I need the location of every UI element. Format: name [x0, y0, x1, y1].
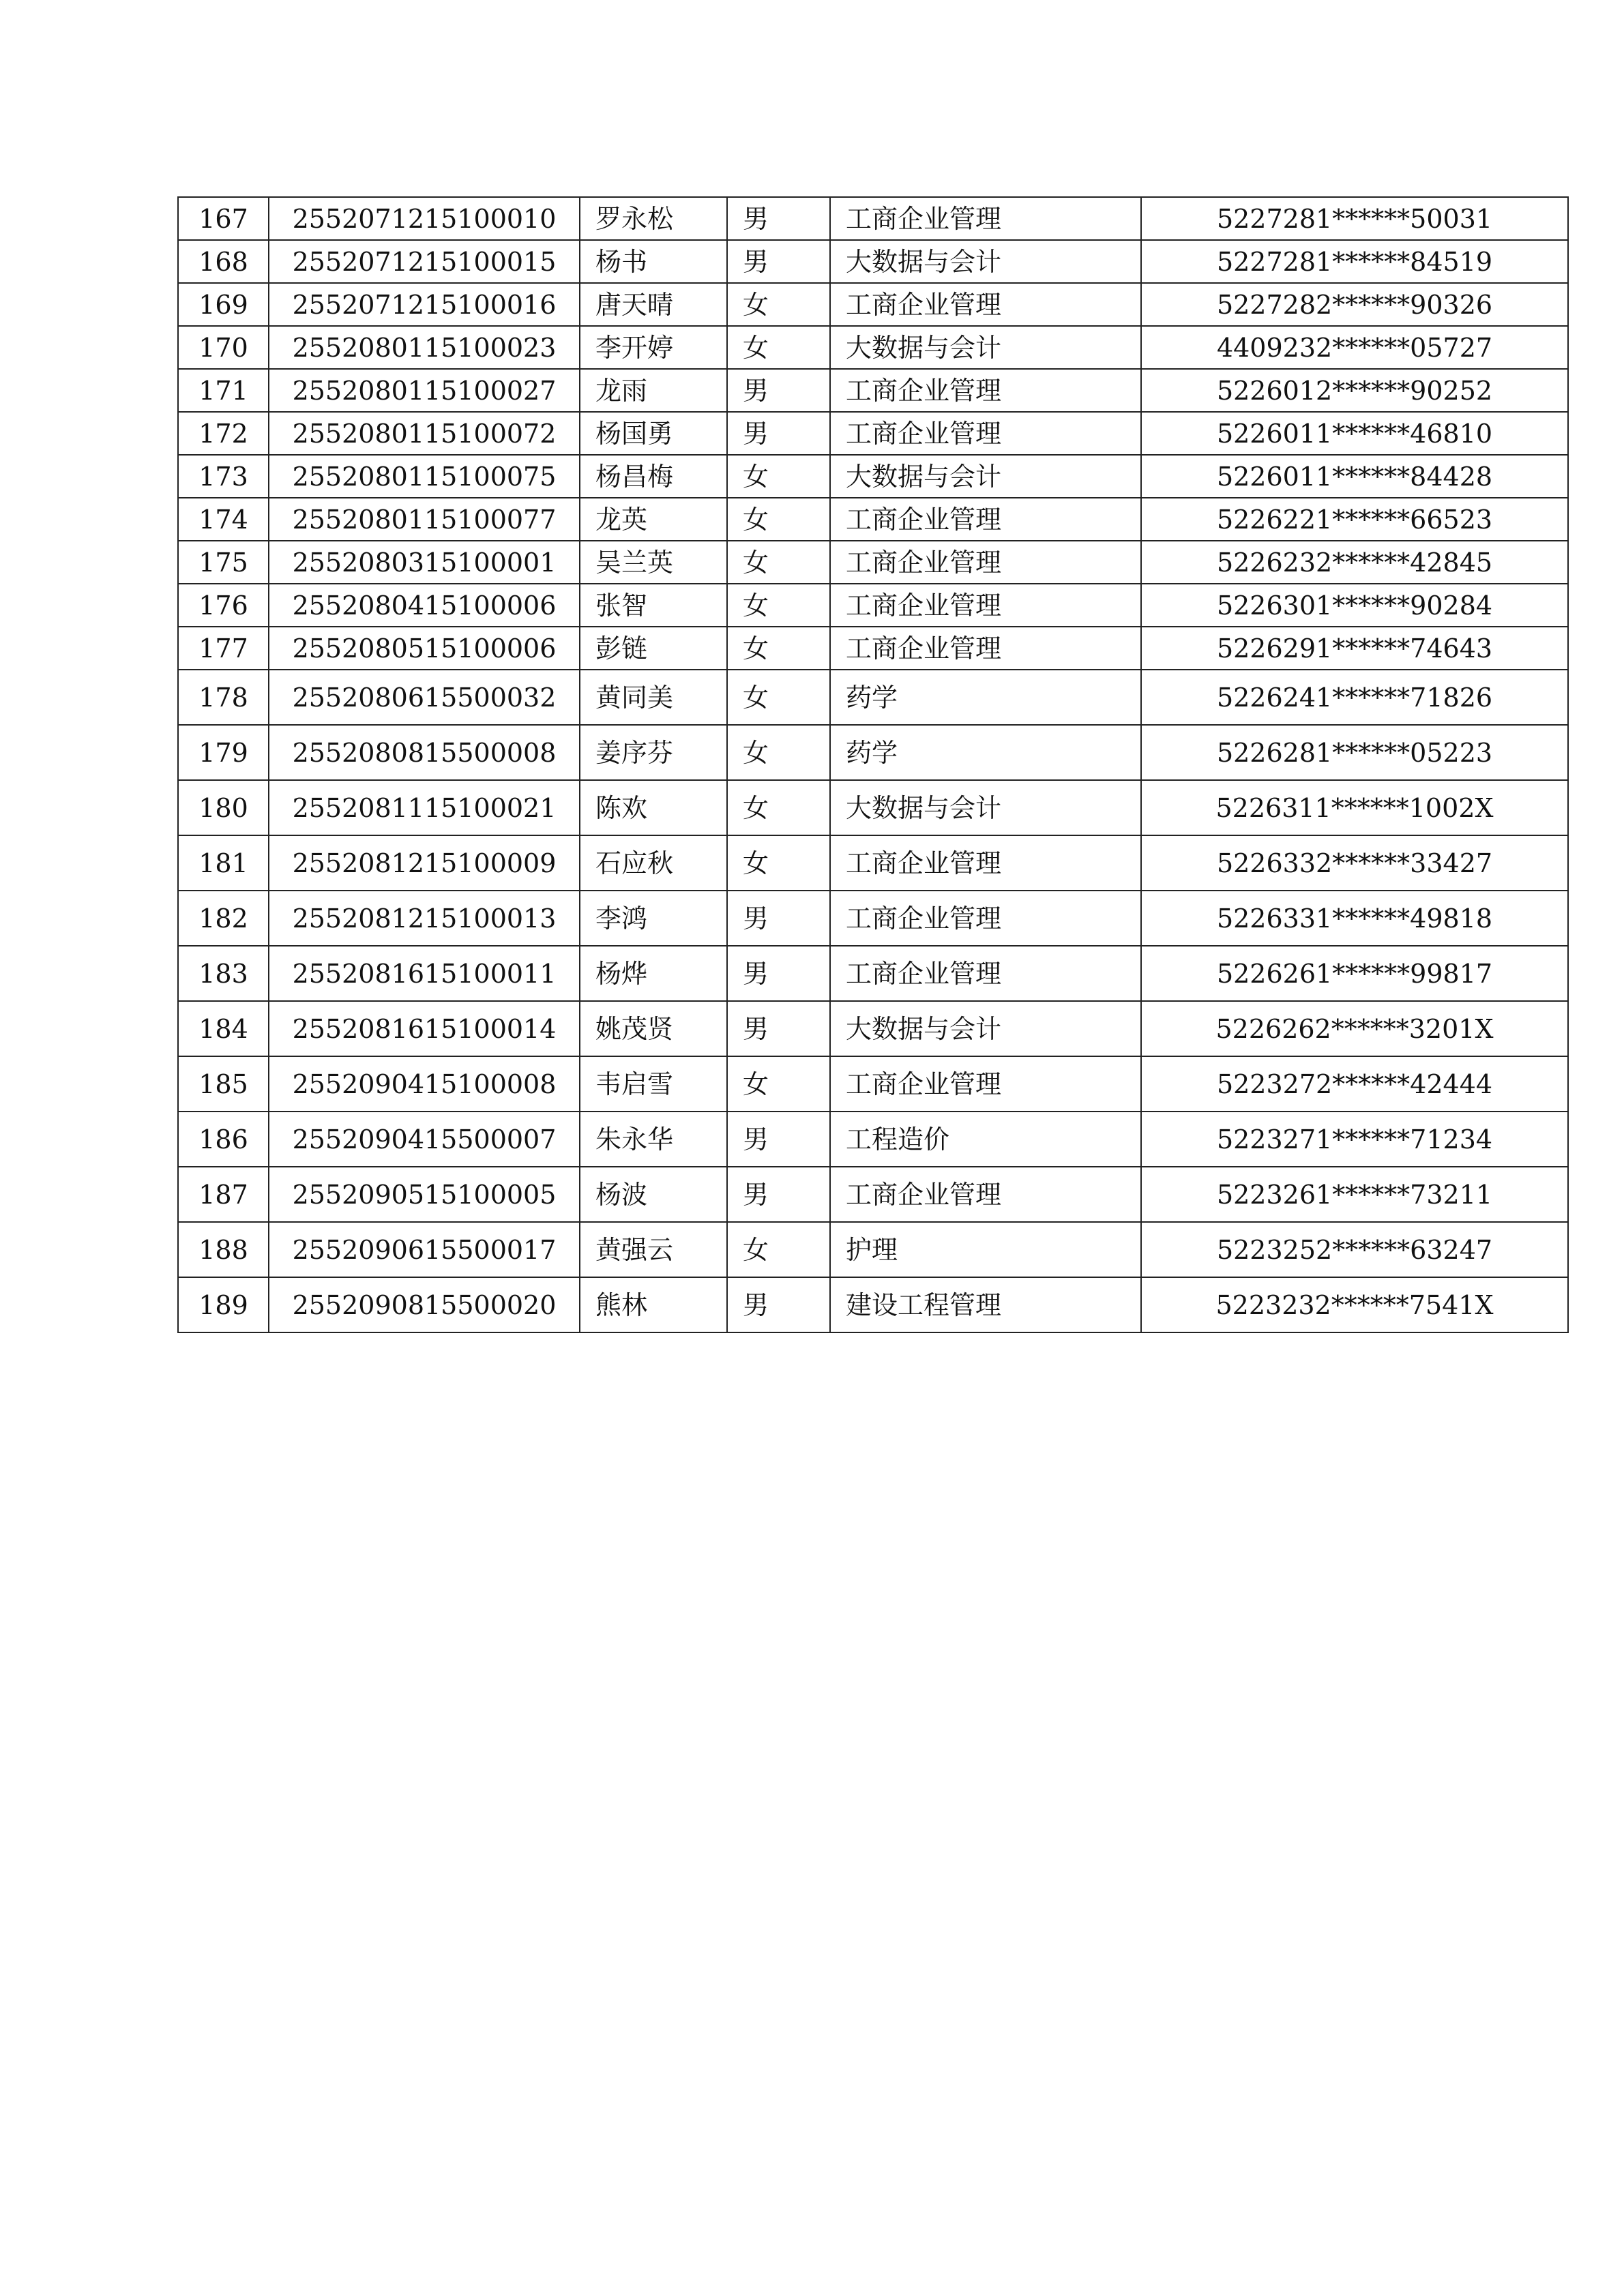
row-number-cell: 189: [178, 1277, 269, 1332]
row-number-cell: 168: [178, 240, 269, 283]
exam-number-cell: 2552080115100072: [269, 412, 580, 455]
id-card-number-cell: 5227281******84519: [1141, 240, 1568, 283]
table-row: [178, 240, 1568, 283]
gender-cell: 女: [727, 584, 830, 627]
exam-number-cell: 2552090415500007: [269, 1112, 580, 1167]
row-number-cell: 187: [178, 1167, 269, 1222]
student-name-cell: 彭链: [580, 627, 727, 670]
gender-cell: 女: [727, 541, 830, 584]
row-number-cell: 172: [178, 412, 269, 455]
row-number-cell: 182: [178, 891, 269, 946]
id-card-number-cell: 5227282******90326: [1141, 283, 1568, 326]
table-row: [178, 498, 1568, 541]
id-card-number-cell: 5226011******84428: [1141, 455, 1568, 498]
major-cell: 工商企业管理: [830, 369, 1141, 412]
major-cell: 药学: [830, 670, 1141, 725]
id-card-number-cell: 5226241******71826: [1141, 670, 1568, 725]
major-cell: 工商企业管理: [830, 412, 1141, 455]
id-card-number-cell: 5226332******33427: [1141, 835, 1568, 891]
row-number-cell: 180: [178, 780, 269, 835]
student-name-cell: 朱永华: [580, 1112, 727, 1167]
gender-cell: 男: [727, 1167, 830, 1222]
gender-cell: 男: [727, 412, 830, 455]
exam-number-cell: 2552090615500017: [269, 1222, 580, 1277]
exam-number-cell: 2552080115100077: [269, 498, 580, 541]
gender-cell: 女: [727, 326, 830, 369]
student-name-cell: 吴兰英: [580, 541, 727, 584]
gender-cell: 女: [727, 1056, 830, 1112]
row-number-cell: 171: [178, 369, 269, 412]
row-number-cell: 173: [178, 455, 269, 498]
table-row: [178, 369, 1568, 412]
exam-number-cell: 2552071215100010: [269, 197, 580, 240]
id-card-number-cell: 5226331******49818: [1141, 891, 1568, 946]
table-row: [178, 670, 1568, 725]
major-cell: 工程造价: [830, 1112, 1141, 1167]
id-card-number-cell: 4409232******05727: [1141, 326, 1568, 369]
gender-cell: 女: [727, 283, 830, 326]
row-number-cell: 169: [178, 283, 269, 326]
student-name-cell: 陈欢: [580, 780, 727, 835]
id-card-number-cell: 5226011******46810: [1141, 412, 1568, 455]
student-name-cell: 杨烨: [580, 946, 727, 1001]
gender-cell: 男: [727, 946, 830, 1001]
gender-cell: 男: [727, 197, 830, 240]
table-row: [178, 946, 1568, 1001]
exam-number-cell: 2552090415100008: [269, 1056, 580, 1112]
student-name-cell: 韦启雪: [580, 1056, 727, 1112]
exam-number-cell: 2552081215100009: [269, 835, 580, 891]
table-row: [178, 412, 1568, 455]
major-cell: 工商企业管理: [830, 584, 1141, 627]
gender-cell: 男: [727, 1112, 830, 1167]
exam-number-cell: 2552080115100023: [269, 326, 580, 369]
major-cell: 工商企业管理: [830, 541, 1141, 584]
row-number-cell: 174: [178, 498, 269, 541]
student-name-cell: 李鸿: [580, 891, 727, 946]
student-name-cell: 姜序芬: [580, 725, 727, 780]
table-row: [178, 725, 1568, 780]
exam-number-cell: 2552071215100015: [269, 240, 580, 283]
gender-cell: 女: [727, 725, 830, 780]
row-number-cell: 167: [178, 197, 269, 240]
exam-number-cell: 2552080315100001: [269, 541, 580, 584]
exam-number-cell: 2552081115100021: [269, 780, 580, 835]
id-card-number-cell: 5227281******50031: [1141, 197, 1568, 240]
table-row: [178, 1112, 1568, 1167]
id-card-number-cell: 5226291******74643: [1141, 627, 1568, 670]
id-card-number-cell: 5226281******05223: [1141, 725, 1568, 780]
id-card-number-cell: 5226311******1002X: [1141, 780, 1568, 835]
id-card-number-cell: 5226262******3201X: [1141, 1001, 1568, 1056]
table-row: [178, 780, 1568, 835]
student-name-cell: 杨书: [580, 240, 727, 283]
major-cell: 工商企业管理: [830, 283, 1141, 326]
row-number-cell: 185: [178, 1056, 269, 1112]
id-card-number-cell: 5226012******90252: [1141, 369, 1568, 412]
student-name-cell: 杨波: [580, 1167, 727, 1222]
major-cell: 护理: [830, 1222, 1141, 1277]
exam-number-cell: 2552090815500020: [269, 1277, 580, 1332]
exam-number-cell: 2552080815500008: [269, 725, 580, 780]
major-cell: 工商企业管理: [830, 1056, 1141, 1112]
table-row: [178, 326, 1568, 369]
id-card-number-cell: 5223261******73211: [1141, 1167, 1568, 1222]
major-cell: 大数据与会计: [830, 455, 1141, 498]
row-number-cell: 178: [178, 670, 269, 725]
gender-cell: 女: [727, 455, 830, 498]
major-cell: 工商企业管理: [830, 627, 1141, 670]
exam-number-cell: 2552080515100006: [269, 627, 580, 670]
table-body: [178, 197, 1568, 1332]
exam-number-cell: 2552080415100006: [269, 584, 580, 627]
major-cell: 大数据与会计: [830, 326, 1141, 369]
table-row: [178, 283, 1568, 326]
id-card-number-cell: 5223232******7541X: [1141, 1277, 1568, 1332]
gender-cell: 女: [727, 835, 830, 891]
student-list-table: [177, 196, 1569, 1333]
gender-cell: 男: [727, 891, 830, 946]
student-name-cell: 杨昌梅: [580, 455, 727, 498]
row-number-cell: 184: [178, 1001, 269, 1056]
student-name-cell: 张智: [580, 584, 727, 627]
student-name-cell: 姚茂贤: [580, 1001, 727, 1056]
major-cell: 建设工程管理: [830, 1277, 1141, 1332]
student-name-cell: 石应秋: [580, 835, 727, 891]
gender-cell: 女: [727, 670, 830, 725]
row-number-cell: 170: [178, 326, 269, 369]
major-cell: 大数据与会计: [830, 240, 1141, 283]
table-row: [178, 1222, 1568, 1277]
major-cell: 工商企业管理: [830, 197, 1141, 240]
major-cell: 工商企业管理: [830, 498, 1141, 541]
gender-cell: 女: [727, 1222, 830, 1277]
table-row: [178, 627, 1568, 670]
gender-cell: 男: [727, 1001, 830, 1056]
gender-cell: 女: [727, 627, 830, 670]
exam-number-cell: 2552081615100014: [269, 1001, 580, 1056]
id-card-number-cell: 5226221******66523: [1141, 498, 1568, 541]
row-number-cell: 175: [178, 541, 269, 584]
row-number-cell: 179: [178, 725, 269, 780]
exam-number-cell: 2552080615500032: [269, 670, 580, 725]
table-row: [178, 455, 1568, 498]
row-number-cell: 177: [178, 627, 269, 670]
id-card-number-cell: 5226301******90284: [1141, 584, 1568, 627]
student-name-cell: 唐天晴: [580, 283, 727, 326]
row-number-cell: 188: [178, 1222, 269, 1277]
gender-cell: 男: [727, 369, 830, 412]
table-row: [178, 1001, 1568, 1056]
major-cell: 工商企业管理: [830, 835, 1141, 891]
exam-number-cell: 2552081215100013: [269, 891, 580, 946]
id-card-number-cell: 5223272******42444: [1141, 1056, 1568, 1112]
student-name-cell: 黄强云: [580, 1222, 727, 1277]
exam-number-cell: 2552071215100016: [269, 283, 580, 326]
major-cell: 药学: [830, 725, 1141, 780]
gender-cell: 女: [727, 780, 830, 835]
table-row: [178, 1277, 1568, 1332]
table-row: [178, 1167, 1568, 1222]
row-number-cell: 186: [178, 1112, 269, 1167]
major-cell: 工商企业管理: [830, 891, 1141, 946]
row-number-cell: 183: [178, 946, 269, 1001]
exam-number-cell: 2552090515100005: [269, 1167, 580, 1222]
gender-cell: 男: [727, 1277, 830, 1332]
table-row: [178, 584, 1568, 627]
exam-number-cell: 2552080115100075: [269, 455, 580, 498]
row-number-cell: 181: [178, 835, 269, 891]
table-row: [178, 835, 1568, 891]
major-cell: 工商企业管理: [830, 946, 1141, 1001]
id-card-number-cell: 5226261******99817: [1141, 946, 1568, 1001]
exam-number-cell: 2552081615100011: [269, 946, 580, 1001]
table-row: [178, 1056, 1568, 1112]
student-name-cell: 龙雨: [580, 369, 727, 412]
gender-cell: 女: [727, 498, 830, 541]
id-card-number-cell: 5223271******71234: [1141, 1112, 1568, 1167]
student-name-cell: 李开婷: [580, 326, 727, 369]
student-name-cell: 罗永松: [580, 197, 727, 240]
id-card-number-cell: 5226232******42845: [1141, 541, 1568, 584]
table-row: [178, 891, 1568, 946]
student-name-cell: 黄同美: [580, 670, 727, 725]
student-name-cell: 熊林: [580, 1277, 727, 1332]
table-row: [178, 197, 1568, 240]
gender-cell: 男: [727, 240, 830, 283]
major-cell: 大数据与会计: [830, 780, 1141, 835]
major-cell: 工商企业管理: [830, 1167, 1141, 1222]
student-name-cell: 龙英: [580, 498, 727, 541]
table-row: [178, 541, 1568, 584]
exam-number-cell: 2552080115100027: [269, 369, 580, 412]
student-name-cell: 杨国勇: [580, 412, 727, 455]
row-number-cell: 176: [178, 584, 269, 627]
major-cell: 大数据与会计: [830, 1001, 1141, 1056]
id-card-number-cell: 5223252******63247: [1141, 1222, 1568, 1277]
